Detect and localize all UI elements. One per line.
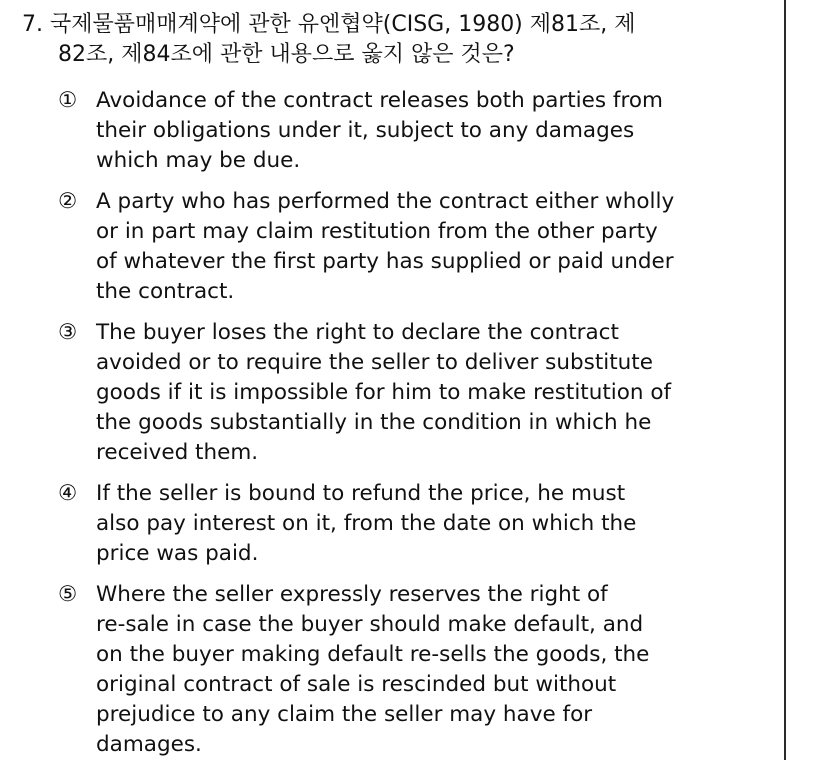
option-2-line: the contract. (96, 279, 235, 304)
question-line-1 (22, 10, 762, 40)
option-5-line: damages. (96, 732, 202, 757)
option-text-3 (96, 318, 671, 468)
option-4-line: If the seller is bound to refund the price, he must (96, 481, 626, 506)
question-7 (22, 10, 762, 70)
option-5-line: prejudice to any claim the seller may have for (96, 702, 593, 727)
option-3-line: received them. (96, 440, 259, 465)
option-2-line: or in part may claim restitution from the other party (96, 219, 658, 244)
option-text-4 (96, 479, 636, 569)
option-1-line: Avoidance of the contract releases both parties from (96, 88, 663, 113)
option-2-line: A party who has performed the contract either wholly (96, 189, 675, 214)
option-5-line: original contract of sale is rescinded but without (96, 672, 617, 697)
question-text-line-2: 82조, 제84조에 관한 내용으로 옳지 않은 것은? (58, 42, 515, 67)
option-1-line: which may be due. (96, 148, 301, 173)
option-3[interactable] (58, 318, 778, 468)
column-divider (784, 0, 786, 760)
question-text-line-1: 국제물품매매계약에 관한 유엔협약(CISG, 1980) 제81조, 제 (50, 12, 636, 37)
option-5-line: on the buyer making default re-sells the goods, the (96, 642, 650, 667)
option-2[interactable] (58, 187, 778, 307)
option-3-line: The buyer loses the right to declare the contract (96, 320, 619, 345)
option-4-line: also pay interest on it, from the date on which the (96, 511, 637, 536)
option-text-5 (96, 580, 649, 760)
option-5-line: re-sale in case the buyer should make default, and (96, 612, 644, 637)
option-text-1 (96, 86, 663, 176)
option-5[interactable] (58, 580, 778, 760)
option-3-line: goods if it is impossible for him to make restitution of (96, 380, 672, 405)
option-2-line: of whatever the first party has supplied or paid under (96, 249, 674, 274)
option-4[interactable] (58, 479, 778, 569)
option-marker-3: ③ (58, 320, 78, 345)
option-1-line: their obligations under it, subject to any damages (96, 118, 635, 143)
option-1[interactable] (58, 86, 778, 176)
answer-options (58, 86, 778, 771)
option-marker-2: ② (58, 189, 78, 214)
option-3-line: the goods substantially in the condition in which he (96, 410, 652, 435)
option-4-line: price was paid. (96, 541, 259, 566)
option-5-line: Where the seller expressly reserves the right of (96, 582, 608, 607)
option-text-2 (96, 187, 674, 307)
option-marker-5: ⑤ (58, 582, 78, 607)
option-3-line: avoided or to require the seller to deliver substitute (96, 350, 653, 375)
option-marker-1: ① (58, 88, 78, 113)
question-number: 7. (22, 12, 43, 37)
option-marker-4: ④ (58, 481, 78, 506)
